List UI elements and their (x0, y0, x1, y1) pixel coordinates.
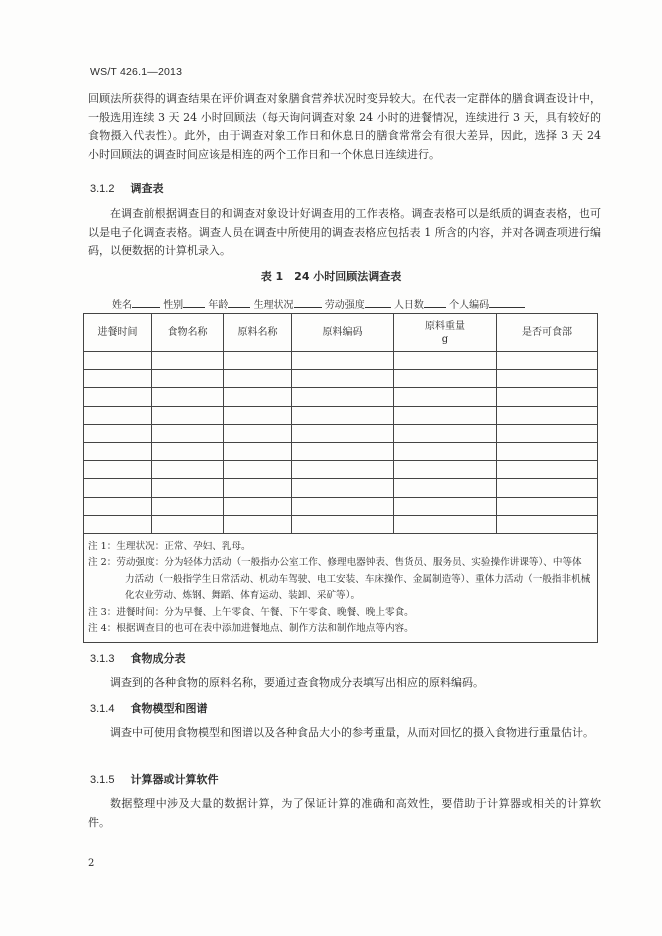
intro-paragraph: 回顾法所获得的调查结果在评价调查对象膳食营养状况时变异较大。在代表一定群体的膳食调查设计中，一般选用连续 3 天 24 小时回顾法（每天询问调查对象 24 小时的进餐情况，连续进行 3 天，具有较好的食物摄入代表性）。此外，由于调查对象工作日和休息日的膳食常常会有很大差异，因此，选择 3 天 24 小时回顾法的调查时间应该是相连的两个工作日和一个休息日连续进行。 (88, 92, 601, 161)
section-3-1-5-heading (90, 771, 218, 787)
section-number: 3.1.2 (90, 183, 115, 195)
section-3-1-2-heading (90, 180, 163, 196)
table-row (84, 424, 598, 442)
section-number: 3.1.5 (90, 774, 115, 786)
col-edible-portion: 是否可食部 (497, 314, 598, 352)
table-row (84, 388, 598, 406)
table-notes-row (84, 533, 598, 642)
section-number: 3.1.4 (90, 703, 115, 715)
info-sex-label: 性别 (163, 300, 184, 311)
col-ingredient-weight-unit: g (441, 333, 449, 345)
info-labor-label: 劳动强度 (324, 300, 365, 311)
note-1: 注 1：生理状况：正常、孕妇、乳母。 (88, 540, 251, 552)
info-person-days-label: 人日数 (393, 300, 424, 311)
table-caption: 表 1 24 小时回顾法调查表 (260, 270, 402, 283)
section-title: 计算器或计算软件 (130, 773, 219, 786)
respondent-info-line (112, 296, 525, 311)
info-age-label: 年龄 (208, 300, 229, 311)
col-ingredient-weight-label: 原料重量 (425, 320, 465, 332)
recall-survey-table (83, 313, 598, 643)
section-3-1-5-body: 数据整理中涉及大量的数据计算，为了保证计算的准确和高效性，要借助于计算器或相关的计算软件。 (88, 797, 601, 829)
section-3-1-4-heading (90, 700, 207, 716)
section-3-1-4-body: 调查中可使用食物模型和图谱以及各种食品大小的参考重量，从而对回忆的摄入食物进行重量估计。 (110, 726, 594, 739)
section-title: 调查表 (130, 182, 164, 195)
standard-header: WS/T 426.1—2013 (90, 66, 183, 78)
table-row (84, 352, 598, 370)
section-number: 3.1.3 (90, 653, 115, 665)
section-3-1-3-heading (90, 650, 185, 666)
section-3-1-3-body: 调查到的各种食物的原料名称，要通过查食物成分表填写出相应的原料编码。 (110, 676, 484, 689)
col-ingredient-weight (394, 314, 497, 352)
note-2: 注 2：劳动强度：分为轻体力活动（一般指办公室工作、修理电器钟表、售货员、服务员、实验操作讲课等）、中等体 力活动（一般指学生日常活动、机动车驾驶、电工安装、车床操作、金属制造等）、重体力活动（一般指非机械 化农业劳动、炼钢、舞蹈、体育运动、装卸、采矿等）。 (88, 557, 591, 602)
section-title: 食物模型和图谱 (130, 702, 208, 715)
table-row (84, 461, 598, 479)
table-row (84, 442, 598, 460)
note-3: 注 3：进餐时间：分为早餐、上午零食、午餐、下午零食、晚餐、晚上零食。 (88, 606, 414, 618)
table-notes (84, 533, 598, 642)
info-name-label: 姓名 (112, 300, 132, 311)
info-personal-code-label: 个人编码 (449, 300, 490, 311)
section-title: 食物成分表 (130, 652, 186, 665)
section-3-1-2-body: 在调查前根据调查目的和调查对象设计好调查用的工作表格。调查表格可以是纸质的调查表格，也可以是电子化调查表格。调查人员在调查中所使用的调查表格应包括表 1 所含的内容，并对各调查项进行编码，以便数据的计算机录入。 (88, 207, 601, 257)
col-ingredient-code: 原料编码 (292, 314, 394, 352)
table-row (84, 479, 598, 497)
table-row (84, 515, 598, 533)
info-physiology-label: 生理状况 (253, 300, 294, 311)
page-number: 2 (88, 858, 95, 869)
table-header-row (84, 314, 598, 352)
note-4: 注 4：根据调查目的也可在表中添加进餐地点、制作方法和制作地点等内容。 (88, 623, 414, 635)
table-row (84, 406, 598, 424)
col-meal-time: 进餐时间 (84, 314, 152, 352)
table-row (84, 370, 598, 388)
col-food-name: 食物名称 (152, 314, 224, 352)
table-row (84, 497, 598, 515)
col-ingredient-name: 原料名称 (224, 314, 292, 352)
